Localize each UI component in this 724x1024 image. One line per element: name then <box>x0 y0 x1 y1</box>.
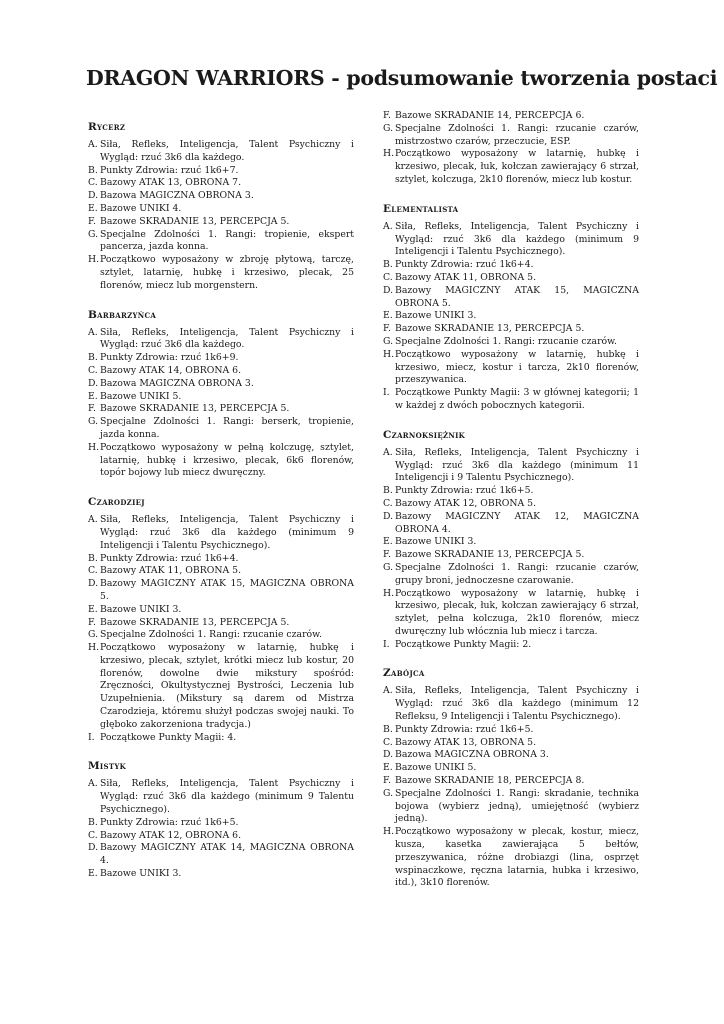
item-text: Bazowe SKRADANIE 13, PERCEPCJA 5. <box>395 323 585 335</box>
list-item <box>88 642 354 732</box>
list-item <box>383 323 639 336</box>
item-text: Punkty Zdrowia: rzuć 1k6+4. <box>100 552 239 564</box>
list-item <box>383 447 639 485</box>
list-item <box>88 416 354 442</box>
item-text: Bazowe UNIKI 3. <box>100 603 182 615</box>
item-text: Początkowo wyposażony w zbroję płytową, tarczę, sztylet, latarnię, hubkę i krzesiwo, plecak, 25 florenów, miecz lub morgenstern. <box>100 254 354 291</box>
list-item <box>88 177 354 190</box>
section-czarodziej <box>88 495 354 744</box>
list-item <box>88 842 354 868</box>
item-text: Bazowe SKRADANIE 18, PERCEPCJA 8. <box>395 775 585 787</box>
page-title: DRAGON WARRIORS - podsumowanie tworzenia postaci <box>86 66 718 90</box>
item-letter: B. <box>88 164 98 176</box>
section-title: Czarnoksiężnik <box>383 428 466 441</box>
section-title: Mistyk <box>88 760 127 773</box>
section-elementalista <box>383 202 639 413</box>
item-text: Bazowy ATAK 11, OBRONA 5. <box>395 271 537 283</box>
item-letter: G. <box>88 416 99 428</box>
item-text: Siła, Refleks, Inteligencja, Talent Psychiczny i Wygląd: rzuć 3k6 dla każdego. <box>100 139 354 163</box>
list-item <box>383 788 639 826</box>
item-text: Specjalne Zdolności 1. Rangi: berserk, tropienie, jazda konna. <box>100 416 354 440</box>
item-letter: C. <box>88 565 98 577</box>
item-letter: B. <box>88 552 98 564</box>
item-text: Siła, Refleks, Inteligencja, Talent Psychiczny i Wygląd: rzuć 3k6 dla każdego (minimum 9 Inteligencji i Talentu Psychicznego). <box>100 514 354 551</box>
section-zabojca <box>383 666 639 890</box>
item-text: Początkowo wyposażony w latarnię, hubkę i krzesiwo, plecak, łuk, kołczan zawierający 6 strzał, sztylet, pełna kolczuga, 2k10 florenów, miecz dwuręczny lub włócznia lub miecz i tarcza. <box>395 587 639 637</box>
item-text: Siła, Refleks, Inteligencja, Talent Psychiczny i Wygląd: rzuć 3k6 dla każdego (minimum 9 Talentu Psychicznego). <box>100 778 354 816</box>
list-item <box>383 285 639 311</box>
list-item <box>383 485 639 498</box>
item-text: Bazowy MAGICZNY ATAK 12, MAGICZNA OBRONA 4. <box>395 510 639 535</box>
item-letter: E. <box>88 868 98 880</box>
item-text: Bazowy ATAK 13, OBRONA 7. <box>100 177 242 189</box>
item-letter: G. <box>383 335 394 347</box>
item-text: Specjalne Zdolności 1. Rangi: skradanie, technika bojowa (wybierz jedną), umiejętność (wybierz jedną). <box>395 787 639 825</box>
item-text: Początkowo wyposażony w latarnię, hubkę i krzesiwo, miecz, kostur i tarcza, 2k10 florenów, przeszywanica. <box>395 348 639 386</box>
item-text: Bazowy MAGICZNY ATAK 15, MAGICZNA OBRONA 5. <box>100 578 354 602</box>
item-text: Specjalne Zdolności 1. Rangi: rzucanie czarów, grupy broni, jednoczesne czarowanie. <box>395 561 639 586</box>
list-item <box>383 724 639 737</box>
item-letter: D. <box>88 578 99 590</box>
item-text: Początkowe Punkty Magii: 4. <box>100 731 237 743</box>
list-item <box>383 737 639 750</box>
item-letter: D. <box>88 377 99 389</box>
item-letter: I. <box>383 638 390 650</box>
item-letter: B. <box>88 816 98 828</box>
item-text: Bazowe UNIKI 3. <box>395 536 477 548</box>
item-letter: D. <box>383 510 394 522</box>
list-item <box>383 221 639 259</box>
item-text: Siła, Refleks, Inteligencja, Talent Psychiczny i Wygląd: rzuć 3k6 dla każdego (minimum 12 Refleksu, 9 Inteligencji i Talentu Psychicznego). <box>395 685 639 723</box>
list-item <box>383 536 639 549</box>
item-letter: E. <box>383 310 393 322</box>
czarodziej-list <box>88 514 354 744</box>
item-letter: A. <box>88 514 98 526</box>
item-text: Bazowy ATAK 11, OBRONA 5. <box>100 565 242 577</box>
item-letter: E. <box>88 202 98 214</box>
item-text: Punkty Zdrowia: rzuć 1k6+7. <box>100 164 239 176</box>
item-text: Bazowe UNIKI 5. <box>395 762 477 774</box>
item-letter: F. <box>88 403 96 415</box>
item-letter: G. <box>383 122 394 134</box>
list-item <box>88 830 354 843</box>
section-czarnoksieznik <box>383 428 639 652</box>
item-letter: D. <box>383 284 394 296</box>
item-letter: B. <box>383 485 393 497</box>
barbarzynca-list <box>88 327 354 481</box>
item-text: Bazowa MAGICZNA OBRONA 3. <box>100 377 254 389</box>
list-item <box>383 511 639 537</box>
item-letter: D. <box>88 190 99 202</box>
item-text: Początkowo wyposażony w latarnię, hubkę i krzesiwo, plecak, łuk, kołczan zawierający 6 strzał, sztylet, kolczuga, 2k10 florenów, miecz lub kostur. <box>395 148 639 185</box>
item-text: Specjalne Zdolności 1. Rangi: rzucanie czarów, mistrzostwo czarów, przeczucie, ESP. <box>395 122 639 147</box>
item-text: Bazowy ATAK 12, OBRONA 6. <box>100 829 242 841</box>
item-text: Siła, Refleks, Inteligencja, Talent Psychiczny i Wygląd: rzuć 3k6 dla każdego (minimum 9 Inteligencji i Talentu Psychicznego). <box>395 220 639 258</box>
zabojca-list <box>383 685 639 890</box>
item-text: Specjalne Zdolności 1. Rangi: tropienie, ekspert pancerza, jazda konna. <box>100 228 354 253</box>
list-item <box>383 310 639 323</box>
list-item <box>88 578 354 604</box>
list-item <box>88 229 354 255</box>
section-title: Zabójca <box>383 667 425 680</box>
right-column <box>383 110 639 905</box>
item-letter: H. <box>383 826 395 838</box>
item-letter: H. <box>88 642 100 654</box>
item-text: Bazowy ATAK 14, OBRONA 6. <box>100 364 242 376</box>
item-letter: G. <box>88 228 99 240</box>
mistyk-list <box>88 778 354 880</box>
item-letter: D. <box>383 749 394 761</box>
section-title: Elementalista <box>383 202 459 215</box>
list-item <box>88 203 354 216</box>
item-text: Bazowy MAGICZNY ATAK 15, MAGICZNA OBRONA 5. <box>395 284 639 309</box>
item-text: Punkty Zdrowia: rzuć 1k6+4. <box>395 259 534 271</box>
section-title: Rycerz <box>88 121 126 133</box>
item-letter: F. <box>383 549 391 561</box>
item-letter: G. <box>383 561 394 573</box>
list-item <box>383 123 639 149</box>
list-item <box>383 549 639 562</box>
item-text: Bazowe SKRADANIE 13, PERCEPCJA 5. <box>395 549 585 561</box>
item-text: Bazowe SKRADANIE 13, PERCEPCJA 5. <box>100 215 290 227</box>
list-item <box>88 365 354 378</box>
list-item <box>383 272 639 285</box>
section-mistyk <box>88 759 354 880</box>
item-letter: B. <box>383 259 393 271</box>
item-text: Bazowy MAGICZNY ATAK 14, MAGICZNA OBRONA 4. <box>100 842 354 867</box>
item-text: Początkowo wyposażony w pełną kolczugę, sztylet, latarnię, hubkę i krzesiwo, plecak, 6k6 florenów, topór bojowy lub miecz dwuręczny. <box>100 441 354 479</box>
list-item <box>88 778 354 816</box>
item-text: Bazowe UNIKI 3. <box>100 868 182 880</box>
item-text: Bazowe UNIKI 4. <box>100 202 182 214</box>
list-item <box>88 327 354 353</box>
item-letter: C. <box>88 829 98 841</box>
item-text: Punkty Zdrowia: rzuć 1k6+5. <box>395 485 534 497</box>
item-text: Początkowe Punkty Magii: 3 w głównej kategorii; 1 w każdej z dwóch pobocznych kategorii. <box>395 387 639 411</box>
list-item <box>383 762 639 775</box>
item-text: Siła, Refleks, Inteligencja, Talent Psychiczny i Wygląd: rzuć 3k6 dla każdego. <box>100 326 354 351</box>
list-item <box>88 139 354 165</box>
item-letter: F. <box>383 775 391 787</box>
item-letter: D. <box>88 842 99 854</box>
list-item <box>88 604 354 617</box>
list-item <box>383 749 639 762</box>
list-item <box>383 148 639 186</box>
list-item <box>88 403 354 416</box>
item-letter: F. <box>88 215 96 227</box>
list-item <box>88 391 354 404</box>
item-letter: C. <box>88 364 98 376</box>
list-item <box>383 826 639 890</box>
list-item <box>383 349 639 387</box>
item-letter: G. <box>88 629 99 641</box>
item-letter: E. <box>88 603 98 615</box>
item-text: Punkty Zdrowia: rzuć 1k6+5. <box>100 816 239 828</box>
list-item <box>383 562 639 588</box>
item-text: Bazowa MAGICZNA OBRONA 3. <box>100 190 254 202</box>
item-text: Bazowe UNIKI 3. <box>395 310 477 322</box>
item-letter: I. <box>88 731 95 743</box>
item-text: Punkty Zdrowia: rzuć 1k6+9. <box>100 352 239 364</box>
item-letter: H. <box>383 587 395 599</box>
list-item <box>383 498 639 511</box>
list-item <box>88 553 354 566</box>
list-item <box>383 336 639 349</box>
item-letter: H. <box>383 348 395 360</box>
section-rycerz <box>88 120 354 293</box>
item-letter: A. <box>88 326 98 338</box>
item-letter: F. <box>383 110 391 121</box>
list-item <box>383 639 639 652</box>
list-item <box>88 352 354 365</box>
item-letter: H. <box>88 441 100 453</box>
item-text: Bazowe SKRADANIE 14, PERCEPCJA 6. <box>395 110 585 121</box>
list-item <box>88 165 354 178</box>
item-letter: G. <box>383 787 394 799</box>
item-letter: C. <box>383 497 393 509</box>
list-item <box>88 732 354 745</box>
item-text: Bazowe UNIKI 5. <box>100 390 182 402</box>
list-item <box>88 629 354 642</box>
item-letter: F. <box>383 323 391 335</box>
item-text: Początkowo wyposażony w plecak, kostur, miecz, kusza, kasetka zawierająca 5 bełtów, przeszywanica, różne drobiazgi (lina, osprzęt wspinaczkowe, ręczna latarnia, hubka i krzesiwo, itd.), 3k10 florenów. <box>395 826 639 889</box>
item-letter: H. <box>383 148 395 160</box>
list-item <box>88 378 354 391</box>
item-text: Bazowy ATAK 12, OBRONA 5. <box>395 497 537 509</box>
section-title: Barbarzyńca <box>88 308 157 321</box>
item-letter: C. <box>383 736 393 748</box>
section-title: Czarodziej <box>88 496 145 509</box>
item-text: Bazowa MAGICZNA OBRONA 3. <box>395 749 549 761</box>
item-letter: A. <box>383 446 393 458</box>
item-letter: C. <box>88 177 98 189</box>
item-text: Siła, Refleks, Inteligencja, Talent Psychiczny i Wygląd: rzuć 3k6 dla każdego (minimum 11 Inteligencji i 9 Talentu Psychicznego). <box>395 446 639 484</box>
left-column <box>88 120 354 896</box>
item-text: Bazowe SKRADANIE 13, PERCEPCJA 5. <box>100 403 290 415</box>
item-text: Punkty Zdrowia: rzuć 1k6+5. <box>395 723 534 735</box>
item-letter: A. <box>383 220 393 232</box>
list-item <box>88 190 354 203</box>
item-text: Bazowy ATAK 13, OBRONA 5. <box>395 736 537 748</box>
item-letter: C. <box>383 271 393 283</box>
item-letter: A. <box>88 778 98 790</box>
list-item <box>383 775 639 788</box>
list-item <box>88 442 354 480</box>
section-mistyk-continued <box>383 110 639 187</box>
item-letter: A. <box>383 685 393 697</box>
item-letter: F. <box>88 616 96 628</box>
list-item <box>383 110 639 123</box>
item-letter: E. <box>383 536 393 548</box>
item-text: Specjalne Zdolności 1. Rangi: rzucanie czarów. <box>395 335 617 347</box>
item-letter: B. <box>383 723 393 735</box>
list-item <box>383 259 639 272</box>
list-item <box>383 387 639 413</box>
list-item <box>383 588 639 639</box>
section-barbarzynca <box>88 308 354 481</box>
list-item <box>88 216 354 229</box>
elementalista-list <box>383 221 639 413</box>
list-item <box>88 817 354 830</box>
list-item <box>88 868 354 881</box>
item-letter: A. <box>88 139 98 150</box>
list-item <box>88 565 354 578</box>
item-letter: E. <box>383 762 393 774</box>
item-letter: E. <box>88 390 98 402</box>
item-letter: B. <box>88 352 98 364</box>
list-item <box>88 617 354 630</box>
mistyk-continued-list <box>383 110 639 187</box>
item-letter: H. <box>88 254 100 266</box>
list-item <box>383 685 639 723</box>
rycerz-list <box>88 139 354 293</box>
list-item <box>88 514 354 552</box>
item-text: Bazowe SKRADANIE 13, PERCEPCJA 5. <box>100 616 290 628</box>
item-text: Początkowo wyposażony w latarnię, hubkę i krzesiwo, plecak, sztylet, krótki miecz lub kostur, 20 florenów, dowolne dwie mikstury spośród: Zręczności, Okultystycznej Bystrości, Leczenia lub Uzupełnienia. (Mikstury są darem od Mistrza Czarodzieja, któremu służył podczas swojej nauki. To głęboko zakorzeniona tradycja.) <box>100 642 354 730</box>
czarnoksieznik-list <box>383 447 639 652</box>
item-text: Specjalne Zdolności 1. Rangi: rzucanie czarów. <box>100 629 322 641</box>
item-text: Początkowe Punkty Magii: 2. <box>395 638 532 650</box>
item-letter: I. <box>383 387 390 399</box>
list-item <box>88 254 354 292</box>
